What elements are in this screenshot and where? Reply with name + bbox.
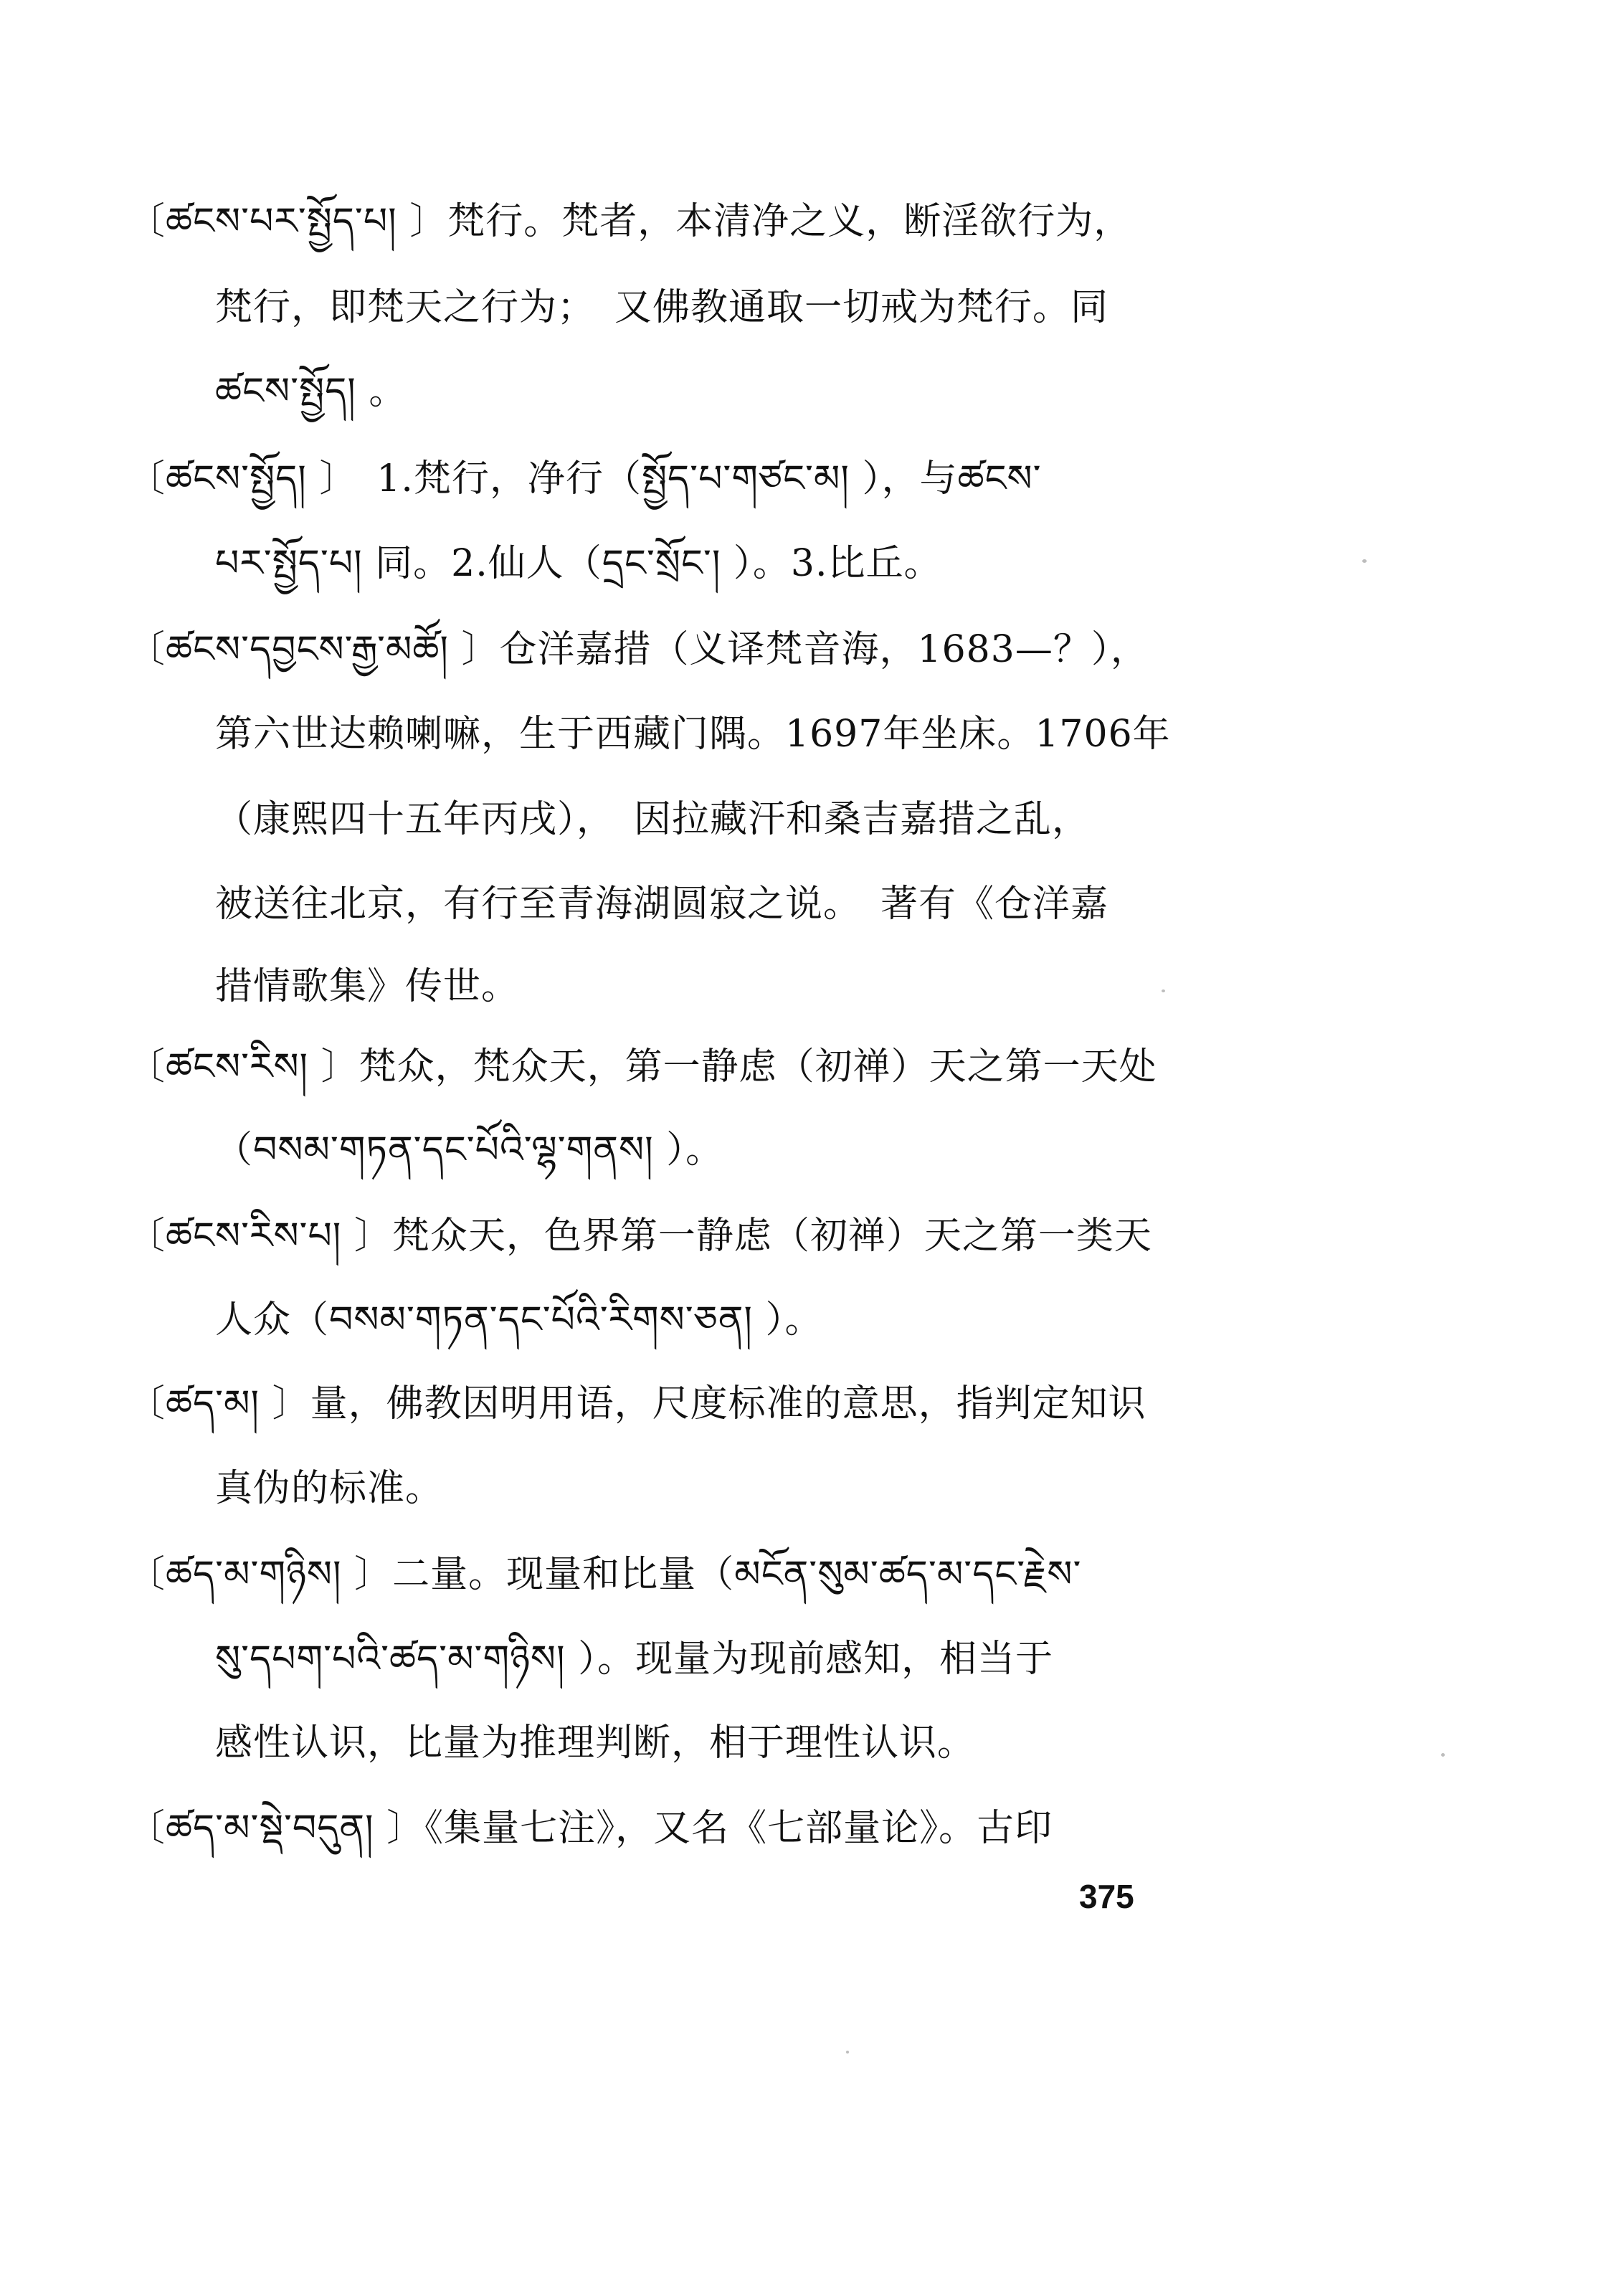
scan-speck	[1362, 559, 1367, 563]
page-number: 375	[1079, 1878, 1134, 1915]
entry-continuation-line: 真伪的标准。	[215, 1467, 444, 1510]
scan-speck	[1162, 989, 1165, 992]
entry-headword-line: 〔ཚངས་རིས་པ། 〕梵众天，色界第一静虑（初禅）天之第一类天	[128, 1215, 1152, 1258]
entry-continuation-line: 梵行，即梵天之行为； 又佛教通取一切戒为梵行。同	[215, 286, 1109, 329]
entry-headword-line: 〔ཚངས་དབྱངས་རྒྱ་མཚོ། 〕仓洋嘉措（义译梵音海，1683—？），	[128, 628, 1149, 671]
entry-headword-line: 〔ཚད་མ། 〕量，佛教因明用语，尺度标准的意思，指判定知识	[128, 1382, 1146, 1425]
entry-headword-line: 〔ཚངས་སྤྱོད། 〕 1.梵行，净行（སྤྱོད་པ་གཙང་མ། ），与ཚངས་	[128, 457, 1042, 500]
entry-continuation-line: ཚངས་སྤྱོད། 。	[215, 370, 407, 413]
entry-continuation-line: 措情歌集》传世。	[215, 965, 520, 1008]
entry-continuation-line: （康熙四十五年丙戌）， 因拉藏汗和桑吉嘉措之乱，	[215, 798, 1091, 841]
entry-continuation-line: 被送往北京，有行至青海湖圆寂之说。 著有《仓洋嘉	[215, 883, 1109, 926]
entry-continuation-line: 第六世达赖喇嘛，生于西藏门隅。1697年坐床。1706年	[215, 713, 1171, 756]
entry-continuation-line: 人众（བསམ་གཏན་དང་པོའི་རིགས་ཅན། ）。	[215, 1299, 823, 1342]
entry-continuation-line: པར་སྤྱོད་པ། 同。2.仙人（དྲང་སྲོང་། ）。3.比丘。	[215, 542, 942, 585]
scan-speck	[846, 2051, 849, 2054]
entry-headword-line: 〔ཚད་མ་གཉིས། 〕二量。现量和比量（མངོན་སུམ་ཚད་མ་དང་རྗེས་	[128, 1553, 1082, 1596]
entry-continuation-line: སུ་དཔག་པའི་ཚད་མ་གཉིས། ）。现量为现前感知，相当于	[215, 1638, 1054, 1681]
entry-continuation-line: 感性认识，比量为推理判断，相于理性认识。	[215, 1722, 976, 1765]
entry-headword-line: 〔ཚངས་རིས། 〕梵众，梵众天，第一静虑（初禅）天之第一天处	[128, 1045, 1157, 1088]
scan-speck	[1441, 1753, 1445, 1757]
entry-headword-line: 〔ཚངས་པར་སྤྱོད་པ། 〕梵行。梵者，本清净之义，断淫欲行为，	[128, 200, 1132, 243]
entry-headword-line: 〔ཚད་མ་སྡེ་བདུན། 〕《集量七注》，又名《七部量论》。古印	[128, 1807, 1053, 1850]
entry-continuation-line: （བསམ་གཏན་དང་པོའི་ལྷ་གནས། ）。	[215, 1129, 724, 1172]
